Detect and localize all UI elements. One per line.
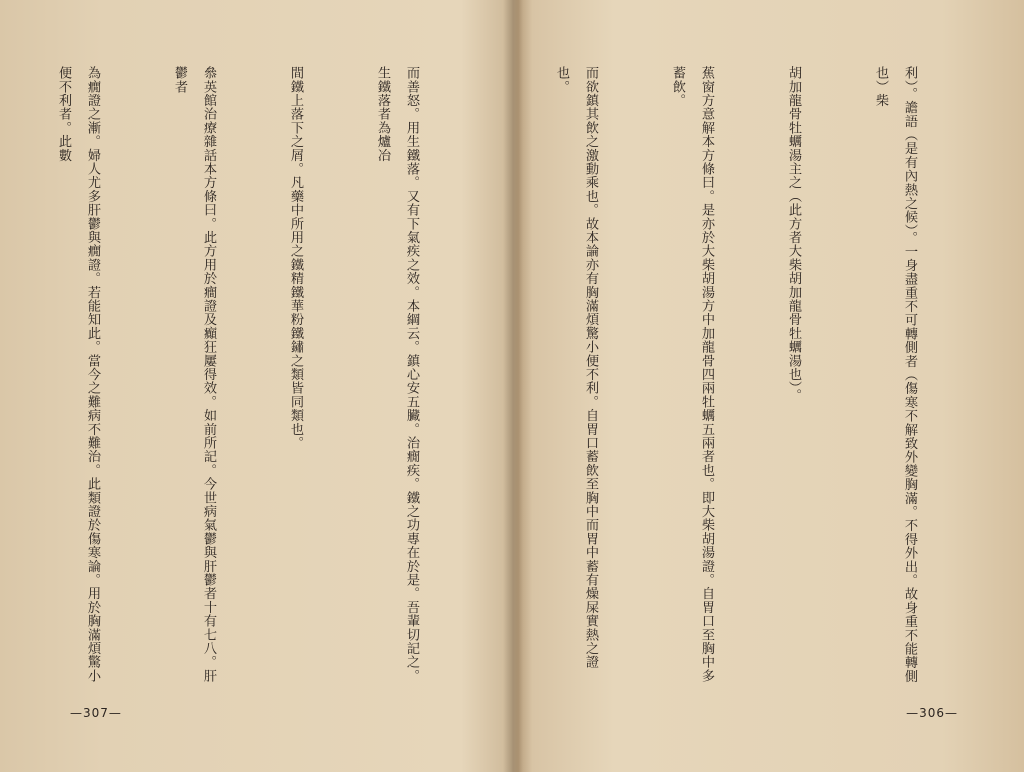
text-column: 而欲鎮其飲之激動乘也。故本論亦有胸滿煩驚小便不利。自胃口蓄飲至胸中而胃中蓄有燥屎實熱之證也。 (554, 66, 598, 669)
page-number: —306— (906, 706, 958, 720)
text-column: 叅英館治療雜話本方條曰。此方用於癎證及癲狂屢得效。如前所記。今世病氣鬱與肝鬱者十有七八。肝鬱者 (172, 66, 216, 683)
text-column: 蕉窗方意解本方條曰。是亦於大柴胡湯方中加龍骨四兩牡蠣五兩者也。即大柴胡湯證。自胃口至胸中多蓄飲。 (670, 66, 714, 683)
text-column: 間鐵上落下之屑。凡藥中所用之鐵精鐵華粉鐵鏽之類皆同類也。 (288, 66, 303, 450)
right-page (528, 22, 998, 750)
text-column: 而善怒。用生鐵落。又有下氣疾之效。本綱云。鎮心安五臟。治癇疾。鐵之功專在於是。吾輩切記之。生鐵落者為爐冶 (375, 66, 419, 683)
right-page-text (538, 66, 982, 686)
left-page (24, 22, 494, 750)
text-column: 利）。譫語（是有內熱之候）。一身盡重不可轉側者（傷寒不解致外變胸滿。不得外出。故身重不能轉側也）柴 (873, 66, 917, 683)
book-gutter (503, 0, 523, 772)
text-column: 胡加龍骨牡蠣湯主之（此方者大柴胡加龍骨牡蠣湯也）。 (786, 66, 801, 402)
page-number: —307— (70, 706, 122, 720)
text-column: 為癇證之漸。婦人尤多肝鬱與癇證。若能知此。當今之難病不難治。此類證於傷寒論。用於胸滿煩驚小便不利者。此數 (56, 66, 100, 683)
left-page-text (34, 66, 484, 686)
